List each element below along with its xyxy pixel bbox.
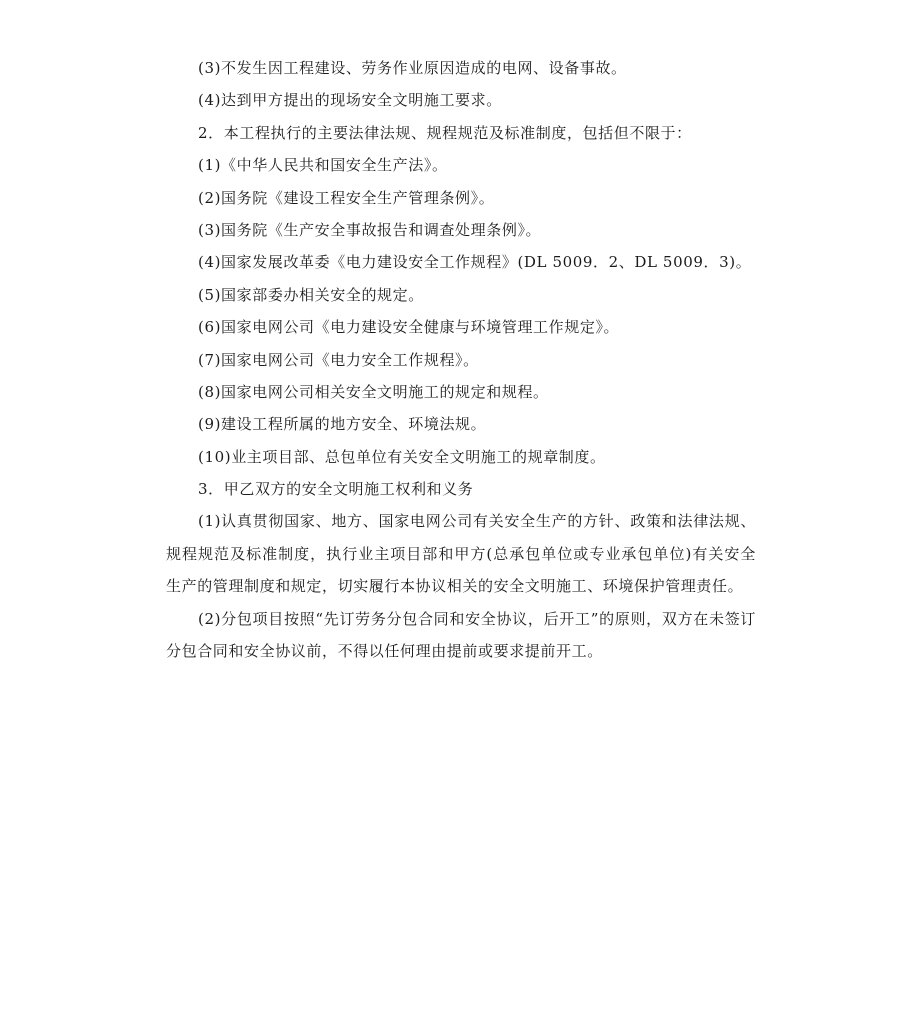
list-item: (1)《中华人民共和国安全生产法》。: [198, 156, 448, 175]
list-item: (6)国家电网公司《电力建设安全健康与环境管理工作规定》。: [198, 318, 620, 337]
list-item: (3)国务院《生产安全事故报告和调查处理条例》。: [198, 220, 542, 239]
list-item: (9)建设工程所属的地方安全、环境法规。: [198, 415, 487, 434]
list-item: (7)国家电网公司《电力安全工作规程》。: [198, 350, 479, 369]
section-heading: 2．本工程执行的主要法律法规、规程规范及标准制度，包括但不限于：: [198, 123, 692, 142]
list-item: (10)业主项目部、总包单位有关安全文明施工的规章制度。: [198, 447, 606, 466]
document-body: [166, 52, 756, 668]
body-paragraph: (2)分包项目按照“先订劳务分包合同和安全协议，后开工”的原则，双方在未签订分包合同和安全协议前，不得以任何理由提前或要求提前开工。: [166, 609, 756, 661]
list-item: (8)国家电网公司相关安全文明施工的规定和规程。: [198, 382, 549, 401]
list-item: (4)国家发展改革委《电力建设安全工作规程》(DL 5009．2、DL 5009．3)。: [198, 253, 752, 272]
list-item: (3)不发生因工程建设、劳务作业原因造成的电网、设备事故。: [198, 59, 627, 77]
body-paragraph: (1)认真贯彻国家、地方、国家电网公司有关安全生产的方针、政策和法律法规、规程规范及标准制度，执行业主项目部和甲方(总承包单位或专业承包单位)有关安全生产的管理制度和规定，切实履行本协议相关的安全文明施工、环境保护管理责任。: [166, 512, 756, 596]
list-item: (2)国务院《建设工程安全生产管理条例》。: [198, 188, 495, 207]
list-item: (5)国家部委办相关安全的规定。: [198, 285, 424, 304]
section-heading: 3．甲乙双方的安全文明施工权利和义务: [198, 480, 474, 499]
list-item: (4)达到甲方提出的现场安全文明施工要求。: [198, 91, 502, 110]
